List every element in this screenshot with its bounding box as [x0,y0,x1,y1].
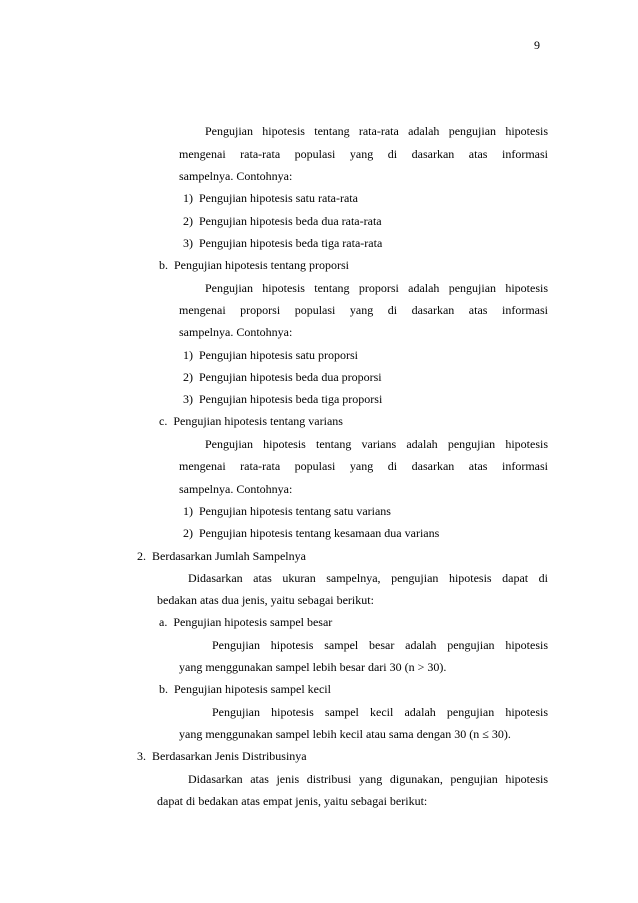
section-label: 3. [137,749,146,763]
section-title: Berdasarkan Jenis Distribusinya [152,749,307,763]
list-item [183,347,358,363]
paragraph-line: dapat di bedakan atas empat jenis, yaitu sebagai berikut: [157,794,428,808]
section-title: Berdasarkan Jumlah Sampelnya [152,549,306,563]
subsection-title: Pengujian hipotesis sampel kecil [174,682,331,696]
subsection-heading [159,413,343,429]
paragraph-line: yang menggunakan sampel lebih kecil atau sama dengan 30 (n ≤ 30). [179,727,511,741]
paragraph-line: mengenai proporsi populasi yang di dasarkan atas informasi [179,303,548,317]
subsection-title: Pengujian hipotesis sampel besar [173,615,333,629]
list-text: Pengujian hipotesis beda tiga rata-rata [199,236,383,250]
subsection-heading [159,614,332,630]
list-number: 1) [183,348,193,362]
paragraph-line: mengenai rata-rata populasi yang di dasarkan atas informasi [179,147,548,161]
page-number: 9 [534,38,540,52]
paragraph-line: yang menggunakan sampel lebih besar dari 30 (n > 30). [179,660,447,674]
section-heading [137,748,307,764]
list-text: Pengujian hipotesis tentang kesamaan dua varians [199,526,440,540]
list-number: 2) [183,526,193,540]
list-item [183,503,391,519]
subsection-title: Pengujian hipotesis tentang proporsi [174,258,349,272]
list-text: Pengujian hipotesis satu rata-rata [199,191,358,205]
subsection-heading [159,681,331,697]
paragraph-line: Pengujian hipotesis sampel besar adalah pengujian hipotesis [212,638,548,652]
list-text: Pengujian hipotesis satu proporsi [199,348,358,362]
list-text: Pengujian hipotesis tentang satu varians [199,504,391,518]
list-item [183,213,382,229]
paragraph-line: sampelnya. Contohnya: [179,482,293,496]
subsection-label: a. [159,615,168,629]
list-number: 1) [183,191,193,205]
section-label: 2. [137,549,146,563]
paragraph-line: Pengujian hipotesis tentang rata-rata adalah pengujian hipotesis [205,124,548,138]
subsection-heading [159,257,349,273]
paragraph-line: sampelnya. Contohnya: [179,325,293,339]
paragraph-line: Didasarkan atas jenis distribusi yang digunakan, pengujian hipotesis [188,772,548,786]
list-number: 1) [183,504,193,518]
list-number: 2) [183,214,193,228]
subsection-label: b. [159,682,168,696]
list-item [183,391,382,407]
list-text: Pengujian hipotesis beda dua proporsi [199,370,382,384]
paragraph-line: bedakan atas dua jenis, yaitu sebagai berikut: [157,593,374,607]
list-item [183,190,358,206]
list-number: 2) [183,370,193,384]
section-heading [137,548,306,564]
list-text: Pengujian hipotesis beda tiga proporsi [199,392,383,406]
list-item [183,235,382,251]
list-number: 3) [183,392,193,406]
subsection-title: Pengujian hipotesis tentang varians [173,414,343,428]
paragraph-line: Pengujian hipotesis sampel kecil adalah pengujian hipotesis [212,705,548,719]
list-item [183,369,382,385]
list-item [183,525,439,541]
list-text: Pengujian hipotesis beda dua rata-rata [199,214,382,228]
list-number: 3) [183,236,193,250]
subsection-label: c. [159,414,168,428]
paragraph-line: sampelnya. Contohnya: [179,169,293,183]
paragraph-line: Pengujian hipotesis tentang varians adalah pengujian hipotesis [205,437,548,451]
paragraph-line: Didasarkan atas ukuran sampelnya, pengujian hipotesis dapat di [188,571,548,585]
paragraph-line: Pengujian hipotesis tentang proporsi adalah pengujian hipotesis [205,281,548,295]
subsection-label: b. [159,258,168,272]
paragraph-line: mengenai rata-rata populasi yang di dasarkan atas informasi [179,459,548,473]
